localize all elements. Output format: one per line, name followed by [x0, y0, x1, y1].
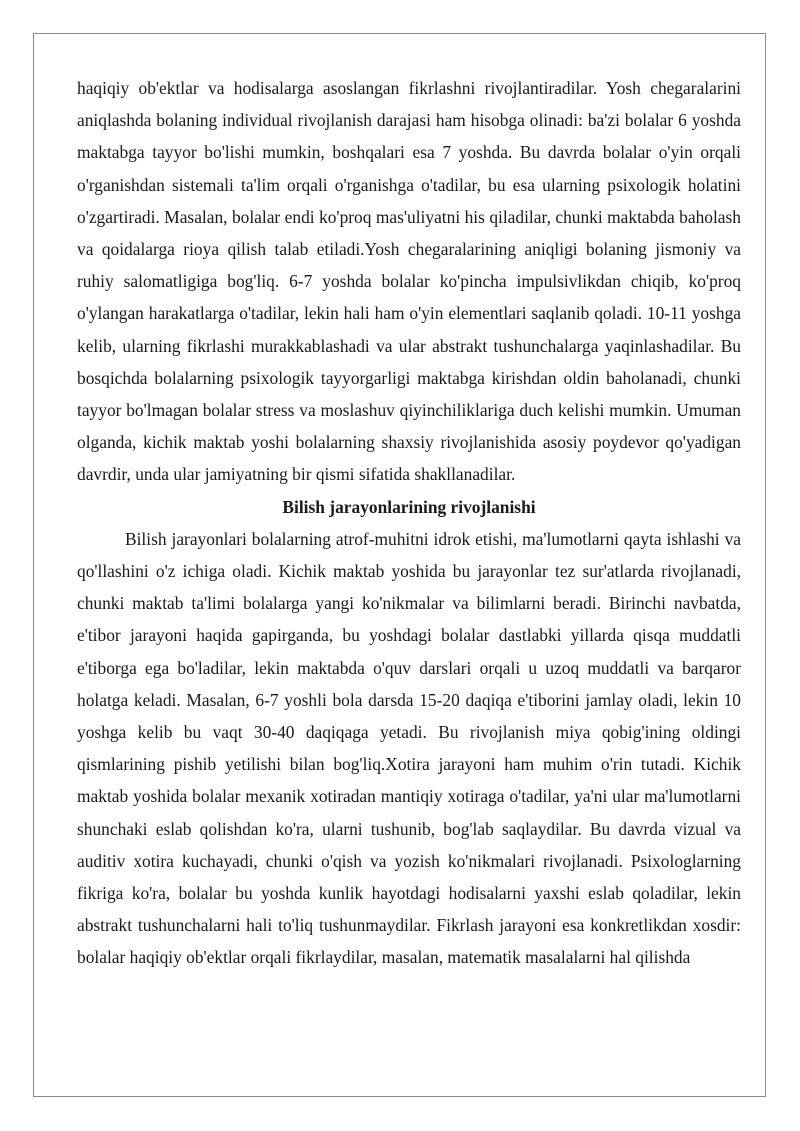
paragraph-continuation: haqiqiy ob'ektlar va hodisalarga asoslangan fikrlashni rivojlantiradilar. Yosh chegaralarini aniqlashda bolaning individual rivojlanish darajasi ham hisobga olinadi: ba'zi bolalar 6 yoshda maktabga tayyor bo'lishi mumkin, boshqalari esa 7 yoshda. Bu davrda bolalar o'yin orqali o'rganishdan sistemali ta'lim orqali o'rganishga o'tadilar, bu esa ularning psixologik holatini o'zgartiradi. Masalan, bolalar endi ko'proq mas'uliyatni his qiladilar, chunki maktabda baholash va qoidalarga rioya qilish talab etiladi.Yosh chegaralarining aniqligi bolaning jismoniy va ruhiy salomatligiga bog'liq. 6-7 yoshda bolalar ko'pincha impulsivlikdan chiqib, ko'proq o'ylangan harakatlarga o'tadilar, lekin hali ham o'yin elementlari saqlanib qoladi. 10-11 yoshga kelib, ularning fikrlashi murakkablashadi va ular abstrakt tushunchalarga yaqinlashadilar. Bu bosqichda bolalarning psixologik tayyorgarligi maktabga kirishdan oldin baholanadi, chunki tayyor bo'lmagan bolalar stress va moslashuv qiyinchiliklariga duch kelishi mumkin. Umuman olganda, kichik maktab yoshi bolalarning shaxsiy rivojlanishida asosiy poydevor qo'yadigan davrdir, unda ular jamiyatning bir qismi sifatida shakllanadilar. [77, 78, 741, 485]
paragraph-cognitive-processes: Bilish jarayonlari bolalarning atrof-muhitni idrok etishi, ma'lumotlarni qayta ishlashi va qo'llashini o'z ichiga oladi. Kichik maktab yoshida bu jarayonlar tez sur'atlarda rivojlanadi, chunki maktab ta'limi bolalarga yangi ko'nikmalar va bilimlarni beradi. Birinchi navbatda, e'tibor jarayoni haqida gapirganda, bu yoshdagi bolalar dastlabki yillarda qisqa muddatli e'tiborga ega bo'ladilar, lekin maktabda o'quv darslari orqali u uzoq muddatli va barqaror holatga keladi. Masalan, 6-7 yoshli bola darsda 15-20 daqiqa e'tiborini jamlay oladi, lekin 10 yoshga kelib bu vaqt 30-40 daqiqaga yetadi. Bu rivojlanish miya qobig'ining oldingi qismlarining pishib yetilishi bilan bog'liq.Xotira jarayoni ham muhim o'rin tutadi. Kichik maktab yoshida bolalar mexanik xotiradan mantiqiy xotiraga o'tadilar, ya'ni ular ma'lumotlarni shunchaki eslab qolishdan ko'ra, ularni tushunib, bog'lab saqlaydilar. Bu davrda vizual va auditiv xotira kuchayadi, chunki o'qish va yozish ko'nikmalari rivojlanadi. Psixologlarning fikriga ko'ra, bolalar bu yoshda kunlik hayotdagi hodisalarni yaxshi eslab qoladilar, lekin abstrakt tushunchalarni hali to'liq tushunmaydilar. Fikrlash jarayoni esa konkretlikdan xosdir: bolalar haqiqiy ob'ektlar orqali fikrlaydilar, masalan, matematik masalalarni hal qilishda [77, 528, 741, 968]
section-heading: Bilish jarayonlarining rivojlanishi [282, 496, 536, 517]
document-body [77, 72, 741, 974]
